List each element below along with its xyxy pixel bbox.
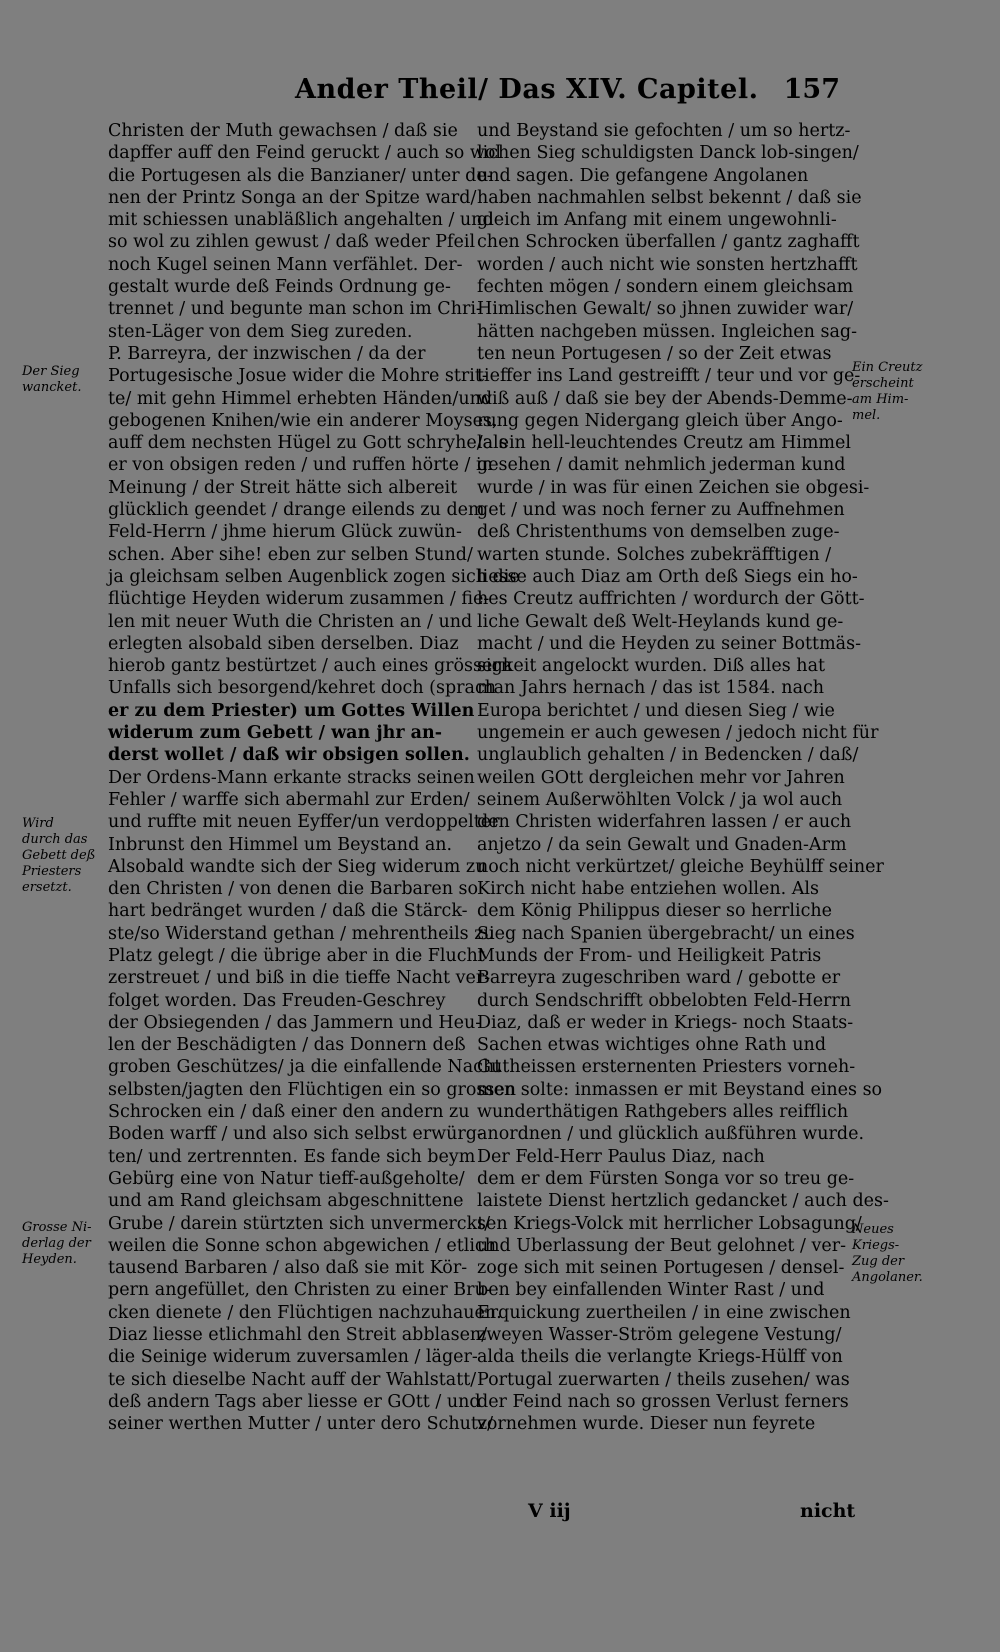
text-line: der Feind nach so grossen Verlust ferners [477, 1391, 849, 1412]
text-line: laistete Dienst hertzlich gedancket / auch des- [477, 1191, 889, 1212]
margin-note-line: Der Sieg [22, 364, 80, 379]
margin-note-line: Wird [22, 816, 54, 831]
text-line: warten stunde. Solches zubekräfftigen / [477, 544, 832, 565]
text-line: Sieg nach Spanien übergebracht/ un eines [477, 923, 855, 944]
margin-note-kriegszug [852, 1222, 923, 1286]
text-line: selbsten/jagten den Flüchtigen ein so grossen [108, 1079, 517, 1100]
text-line: ten neun Portugesen / so der Zeit etwas [477, 343, 832, 364]
text-line: sten-Läger von dem Sieg zureden. [108, 321, 413, 342]
margin-note-line: Kriegs- [852, 1238, 900, 1253]
text-line: zoge sich mit seinen Portugesen / densel- [477, 1258, 845, 1279]
text-line: liesse auch Diaz am Orth deß Siegs ein ho- [477, 566, 858, 587]
text-line: men solte: inmassen er mit Beystand eines so [477, 1079, 883, 1100]
text-line: Der Ordens-Mann erkante stracks seinen [108, 767, 475, 788]
text-line: hierob gantz bestürtzet / auch eines grössern [108, 656, 513, 677]
text-line: tieffer ins Land gestreifft / teur und vor ge- [477, 366, 861, 387]
text-line: mit schiessen unabläßlich angehalten / und [108, 210, 494, 231]
text-line: tausend Barbaren / also daß sie mit Kör- [108, 1258, 468, 1279]
text-line: pern angefüllet, den Christen zu einer Bru- [108, 1280, 492, 1301]
text-line: den Christen / von denen die Barbaren so [108, 879, 479, 900]
text-line: Gutheissen ersternenten Priesters vorneh- [477, 1057, 856, 1078]
text-line: Inbrunst den Himmel um Beystand an. [108, 834, 453, 855]
text-line: ten/ und zertrennten. Es fande sich beym [108, 1146, 476, 1167]
text-line: ste/so Widerstand gethan / mehrentheils zu [108, 923, 495, 944]
text-line: sen Kriegs-Volck mit herrlicher Lobsagung/ [477, 1213, 862, 1234]
text-line: wunderthätigen Rathgebers alles reifflich [477, 1102, 849, 1123]
text-line: schen. Aber sihe! eben zur selben Stund/ [108, 544, 473, 565]
text-line: macht / und die Heyden zu seiner Bottmäs- [477, 633, 862, 654]
text-line: unglaublich gehalten / in Bedencken / daß/ [477, 745, 859, 766]
text-line: chen Schrocken überfallen / gantz zaghafft [477, 232, 860, 253]
margin-note-line: Priesters [22, 864, 82, 879]
text-line: er zu dem Priester) um Gottes Willen [108, 700, 475, 721]
text-line: hes Creutz auffrichten / wordurch der Gött- [477, 589, 865, 610]
text-line: Portugal zuerwarten / theils zusehen/ was [477, 1369, 850, 1390]
text-line: Barreyra zugeschriben ward / gebotte er [477, 968, 841, 989]
margin-note-creutz [852, 360, 922, 424]
text-line: Kirch nicht habe entziehen wollen. Als [477, 879, 820, 900]
text-line: Meinung / der Streit hätte sich albereit [108, 477, 458, 498]
text-line: trennet / und begunte man schon im Chri- [108, 299, 482, 320]
text-line: P. Barreyra, der inzwischen / da der [108, 343, 426, 364]
text-line: man Jahrs hernach / das ist 1584. nach [477, 678, 825, 699]
running-title: Ander Theil/ Das XIV. Capitel. [295, 74, 759, 105]
text-line: cken dienete / den Flüchtigen nachzuhauen. [108, 1302, 502, 1323]
text-line: seinem Außerwöhlten Volck / ja wol auch [477, 789, 843, 810]
margin-note-line: ersetzt. [22, 880, 72, 895]
text-line: te sich dieselbe Nacht auff der Wahlstatt/ [108, 1369, 477, 1390]
text-line: Der Feld-Herr Paulus Diaz, nach [477, 1146, 765, 1167]
margin-note-line: derlag der [22, 1236, 91, 1251]
text-line: Fehler / warffe sich abermahl zur Erden/ [108, 789, 470, 810]
text-line: anordnen / und glücklich außführen wurde. [477, 1124, 865, 1145]
margin-note-line: Ein Creutz [852, 360, 923, 375]
text-line: noch Kugel seinen Mann verfählet. Der- [108, 254, 463, 275]
margin-note-line: wancket. [22, 380, 82, 395]
text-line: vornehmen wurde. Dieser nun feyrete [477, 1414, 816, 1435]
text-line: dem er dem Fürsten Songa vor so treu ge- [477, 1168, 855, 1189]
text-line: worden / auch nicht wie sonsten hertzhafft [477, 254, 858, 275]
text-line: Feld-Herrn / jhme hierum Glück zuwün- [108, 522, 462, 543]
text-line: Gebürg eine von Natur tieff-außgeholte/ [108, 1168, 465, 1189]
text-line: deß andern Tags aber liesse er GOtt / und [108, 1391, 481, 1412]
text-line: Grube / darein stürtzten sich unvermerckt/ [108, 1213, 491, 1234]
text-line: gleich im Anfang mit einem ungewohnli- [477, 210, 837, 231]
text-line: so wol zu zihlen gewust / daß weder Pfeil [108, 232, 476, 253]
text-line: und am Rand gleichsam abgeschnittene [108, 1191, 464, 1212]
text-line: Munds der From- und Heiligkeit Patris [477, 945, 822, 966]
text-line: und ruffte mit neuen Eyffer/un verdoppelter [108, 812, 500, 833]
text-line: dem König Philippus dieser so herrliche [477, 901, 833, 922]
text-line: nen der Printz Songa an der Spitze ward/ [108, 187, 477, 208]
text-line: Himlischen Gewalt/ so jhnen zuwider war/ [477, 299, 854, 320]
text-line: Sachen etwas wichtiges ohne Rath und [477, 1035, 827, 1056]
text-line: die Portugesen als die Banzianer/ unter de- [108, 165, 493, 186]
text-line: gebogenen Knihen/wie ein anderer Moyses, [108, 410, 498, 431]
text-line: weilen die Sonne schon abgewichen / etlich [108, 1235, 496, 1256]
text-line: erlegten alsobald siben derselben. Diaz [108, 633, 459, 654]
text-line: auff dem nechsten Hügel zu Gott schryhe/als [108, 433, 508, 454]
margin-note-gebett [22, 816, 95, 896]
text-line: Diaz liesse etlichmahl den Streit abblasen/ [108, 1325, 488, 1346]
margin-note-line: Heyden. [22, 1252, 77, 1267]
margin-note-sieg-wancket [22, 364, 81, 396]
text-line: Diaz, daß er weder in Kriegs- noch Staats- [477, 1012, 854, 1033]
text-line: alda theils die verlangte Kriegs-Hülff von [477, 1347, 843, 1368]
text-line: fechten mögen / sondern einem gleichsam [477, 277, 854, 298]
text-line: haben nachmahlen selbst bekennt / daß sie [477, 187, 862, 208]
margin-note-line: erscheint [852, 376, 914, 391]
catchword: nicht [800, 1500, 856, 1522]
signature-mark: V iij [528, 1500, 571, 1522]
text-line: sigkeit angelockt wurden. Diß alles hat [477, 656, 826, 677]
text-line: folget worden. Das Freuden-Geschrey [108, 990, 446, 1011]
text-line: gesehen / damit nehmlich jederman kund [477, 455, 846, 476]
left-column [108, 120, 520, 1436]
text-line: hätten nachgeben müssen. Ingleichen sag- [477, 321, 857, 342]
text-line: den Christen widerfahren lassen / er auch [477, 812, 852, 833]
text-line: len mit neuer Wuth die Christen an / und [108, 611, 473, 632]
text-line: und sagen. Die gefangene Angolanen [477, 165, 809, 186]
text-line: te/ mit gehn Himmel erhebten Händen/und [108, 388, 493, 409]
text-line: der Obsiegenden / das Jammern und Heu- [108, 1012, 482, 1033]
text-line: len der Beschädigten / das Donnern deß [108, 1035, 466, 1056]
text-line: und Beystand sie gefochten / um so hertz- [477, 121, 851, 141]
text-line: derst wollet / daß wir obsigen sollen. [108, 745, 470, 766]
text-line: flüchtige Heyden widerum zusammen / fie- [108, 589, 490, 610]
text-line: lichen Sieg schuldigsten Danck lob-singen/ [477, 143, 859, 164]
text-line: widerum zum Gebett / wan jhr an- [108, 723, 443, 744]
text-line: gestalt wurde deß Feinds Ordnung ge- [108, 277, 451, 298]
text-line: glücklich geendet / drange eilends zu dem [108, 500, 485, 521]
text-line: Platz gelegt / die übrige aber in die Flucht [108, 945, 485, 966]
text-line: Christen der Muth gewachsen / daß sie [108, 121, 458, 141]
text-line: rung gegen Nidergang gleich über Ango- [477, 410, 843, 431]
margin-note-line: Gebett deß [22, 848, 96, 863]
text-line: weilen GOtt dergleichen mehr vor Jahren [477, 767, 845, 788]
text-line: Boden warff / und also sich selbst erwürg- [108, 1124, 483, 1145]
text-line: liche Gewalt deß Welt-Heylands kund ge- [477, 611, 844, 632]
text-line: durch Sendschrifft obbelobten Feld-Herrn [477, 990, 852, 1011]
text-line: Schrocken ein / daß einer den andern zu [108, 1102, 470, 1123]
text-line: anjetzo / da sein Gewalt und Gnaden-Arm [477, 834, 847, 855]
page-number: 157 [783, 74, 840, 105]
text-line: noch nicht verkürtzet/ gleiche Beyhülff seiner [477, 856, 884, 877]
text-line: ja gleichsam selben Augenblick zogen sich die [108, 566, 520, 587]
margin-note-line: mel. [852, 408, 881, 423]
margin-note-line: Grosse Ni- [22, 1220, 92, 1235]
text-line: deß Christenthums von demselben zuge- [477, 522, 840, 543]
text-line: seiner werthen Mutter / unter dero Schutz/ [108, 1414, 494, 1435]
text-line: get / und was noch ferner zu Auffnehmen [477, 500, 845, 521]
text-line: ungemein er auch gewesen / jedoch nicht für [477, 723, 879, 744]
text-line: zerstreuet / und biß in die tieffe Nacht ver- [108, 968, 491, 989]
margin-note-line: Neues [852, 1222, 894, 1237]
text-line: ben bey einfallenden Winter Rast / und [477, 1280, 825, 1301]
text-line: Alsobald wandte sich der Sieg widerum zu [108, 856, 487, 877]
text-line: Unfalls sich besorgend/kehret doch (sprach [108, 678, 497, 699]
margin-note-line: durch das [22, 832, 88, 847]
text-line: la ein hell-leuchtendes Creutz am Himmel [477, 433, 851, 454]
text-line: groben Geschützes/ ja die einfallende Nacht [108, 1057, 502, 1078]
text-line: Portugesische Josue wider die Mohre strit- [108, 366, 488, 387]
page-header [295, 74, 840, 114]
margin-note-line: Zug der [852, 1254, 905, 1269]
text-line: wurde / in was für einen Zeichen sie obgesi- [477, 477, 870, 498]
text-line: wiß auß / daß sie bey der Abends-Demme- [477, 388, 853, 409]
text-line: er von obsigen reden / und ruffen hörte / in [108, 455, 493, 476]
margin-note-line: am Him- [852, 392, 909, 407]
text-line: Erquickung zuertheilen / in eine zwischen [477, 1302, 851, 1323]
text-line: die Seinige widerum zuversamlen / läger- [108, 1347, 478, 1368]
margin-note-niderlag [22, 1220, 92, 1268]
margin-note-line: Angolaner. [852, 1270, 923, 1285]
text-line: dapffer auff den Feind geruckt / auch so wol [108, 143, 502, 164]
text-line: und Uberlassung der Beut gelohnet / ver- [477, 1235, 847, 1256]
text-line: hart bedränget wurden / daß die Stärck- [108, 901, 468, 922]
text-line: Europa berichtet / und diesen Sieg / wie [477, 700, 835, 721]
text-line: zweyen Wasser-Ström gelegene Vestung/ [477, 1325, 842, 1346]
